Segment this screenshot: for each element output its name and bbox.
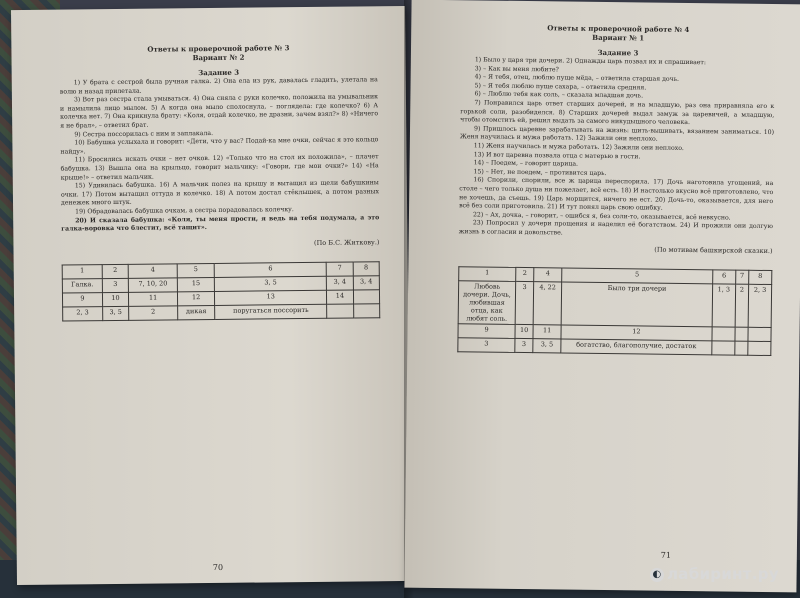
table-cell (712, 341, 735, 355)
table-cell: дикая (178, 305, 215, 319)
table-cell: 3, 5 (533, 339, 561, 353)
table-cell (735, 342, 748, 356)
table-cell (712, 327, 735, 341)
table-cell: 15 (177, 277, 214, 291)
table-cell: 8 (749, 271, 772, 285)
table-cell: 5 (177, 263, 214, 277)
table-cell: 12 (561, 325, 712, 341)
paragraph: 11) Бросились искать очки – нет очков. 12) «Только что на стол их положила», – плачет бабушка. 13) Вышла она на крыльцо, говорит мальчику: «Говори, где мои очки?» 14) «На крыше!» – ответил мальчик. (60, 153, 379, 182)
table-cell: 1 (62, 264, 102, 278)
page-number: 71 (660, 550, 672, 560)
table-cell (353, 289, 380, 303)
table-cell: поругаться поссорить (215, 304, 327, 319)
table-cell: 3 (458, 338, 515, 353)
table-cell: 7, 10, 20 (128, 278, 177, 293)
table-cell: 1, 3 (712, 284, 736, 327)
table-cell: Галка. (62, 278, 102, 292)
table-cell: 6 (214, 262, 326, 277)
table-cell (748, 328, 771, 342)
right-page (404, 0, 800, 592)
table-cell: 9 (458, 324, 515, 339)
paragraph: 1) У брата с сестрой была ручная галка. 2) Она ела из рук, давалась гладить, улетала на волю и назад прилетала. (59, 76, 378, 96)
left-page-task: Задание 3 (198, 67, 240, 78)
paragraph: 9) Пришлось царевне зарабатывать на жизнь: шить-вышивать, вязанием заниматься. 10) Женя научилась и мужа работать. 12) Зажили они неплохо. (459, 125, 775, 143)
paragraph: 23) Попросил у дочери прощения и наделил её богатством. 24) И прожили они долгую жизнь в согласии и довольстве. (458, 219, 773, 237)
paragraph: 14) – Поедем, – говорит царица. (473, 159, 579, 168)
paragraph: 15) Удивилась бабушка. 16) А мальчик полез на крышу и вытащил из щели бабушкины очки. 17) Потом вытащил оттуда и колечко. 18) А потом достал стёклышек, а потом разных денежек много штук. (60, 179, 379, 207)
table-row (63, 303, 380, 320)
left-page-title: Ответы к проверочной работе № 3 (147, 43, 290, 54)
right-page-source: (По мотивам башкирской сказки.) (654, 246, 773, 256)
left-page (11, 6, 411, 585)
table-cell: 3, 5 (214, 276, 326, 291)
paragraph: 9) Сестра поссорилась с ним и заплакала. (74, 129, 214, 138)
table-cell: 4 (534, 268, 562, 282)
table-cell: 3 (515, 339, 533, 353)
watermark-text: лабиринт.ру (667, 565, 779, 583)
table-cell: 6 (712, 270, 735, 284)
table-cell: 2 (735, 285, 749, 328)
table-cell: 3 (102, 278, 128, 292)
table-cell: 2, 3 (63, 306, 103, 320)
paragraph: 16) Спорили, спорили, все ж царица переспорила. 17) Дочь наготовила угощений, на столе – чего только душа ни пожелает, всё есть. 18) И настолько вкусно всё приготовлено, что не хочешь, да съешь. 19) Царь морщится, ничего не ест. 20) Дочь-то, оказывается, для него всё без соли приготовила. 21) И тут понял царь свою ошибку. (459, 176, 774, 212)
table-cell: 2 (102, 264, 128, 278)
table-cell: 3 (515, 282, 534, 325)
paragraph: 22) – Ах, дочка, – говорит, – ошибся я, без соли-то, оказывается, всё невкусно. (472, 211, 731, 222)
paragraph: 15) – Нет, не поедем, – противится царь. (473, 168, 607, 177)
table-cell: 3, 4 (353, 275, 380, 289)
paragraph: 7) Понравился царь ответ старших дочерей, и на младшую, раз она приравняла его к горькой соли, разобиделся. 8) Старших дочерей выдал замуж за царевичей, а младшую, чтобы отомстить ей, решил выдать за самого никудышного человека. (460, 99, 775, 127)
table-cell: Было три дочери (561, 282, 712, 327)
table-cell (327, 304, 353, 318)
right-page-content (457, 22, 775, 356)
table-cell: 1 (459, 267, 516, 282)
table-cell (353, 303, 380, 317)
table-cell: 10 (515, 325, 533, 339)
watermark-logo (650, 565, 779, 583)
table-cell (748, 342, 771, 356)
table-cell: 10 (102, 292, 128, 306)
table-cell: 8 (353, 261, 380, 275)
paragraph: 10) Бабушка услыхала и говорит: «Дети, что у вас? Подай-ка мне очки, сейчас я это кольцо найду». (60, 136, 379, 156)
left-page-content (59, 42, 380, 321)
paragraph: 5) – Я тебя люблю пуще сахара, – ответила средняя. (474, 82, 647, 92)
table-row (458, 338, 771, 356)
table-cell: 12 (177, 291, 214, 305)
table-cell: 13 (215, 290, 327, 305)
right-page-title: Ответы к проверочной работе № 4 (547, 23, 690, 35)
table-cell (735, 328, 748, 342)
table-cell: 3, 4 (327, 276, 353, 290)
table-cell: 2 (129, 306, 178, 321)
paragraph: 13) И вот царевна позвала отца с матерью в гости. (473, 150, 641, 160)
paragraph: 3) Вот раз сестра стала умываться. 4) Она сняла с руки колечко, положила на умывальник и намылила лицо мылом. 5) А когда она мыло сполоснула, – поглядела: где колечко? 6) А колечка нет. 7) Она крикнула брату: «Коля, отдай колечко, не дразни, зачем взял?» 8) «Ничего я не брал», – ответил брат. (60, 93, 379, 130)
table-cell: богатство, благополучие, достаток (561, 339, 712, 355)
right-page-variant: Вариант № 1 (592, 32, 645, 43)
paragraph: 11) Женя научилась и мужа работать. 12) Зажили они неплохо. (473, 142, 684, 152)
left-page-source: (По Б.С. Житкову.) (313, 237, 380, 247)
table-cell: 14 (327, 290, 353, 304)
table-cell: 11 (533, 325, 561, 339)
page-number: 70 (212, 562, 224, 572)
table-cell: 11 (129, 292, 178, 307)
left-page-variant: Вариант № 2 (192, 52, 245, 63)
right-page-task: Задание 3 (597, 47, 639, 58)
right-answer-table (457, 267, 772, 357)
paragraph: 19) Обрадовалась бабушка очкам, а сестра порадовалась колечку. (75, 206, 294, 216)
table-cell: Любовь дочери. Дочь, любившая отца, как любят соль. (458, 281, 516, 325)
table-cell: 4 (128, 264, 177, 279)
table-cell: 2, 3 (748, 285, 772, 328)
table-cell: 7 (326, 262, 352, 276)
table-cell: 2 (516, 268, 534, 282)
table-row (458, 281, 772, 328)
paragraph: 6) – Люблю тебя как соль, – сказала младшая дочь. (474, 90, 644, 100)
table-cell: 9 (62, 292, 102, 306)
labirint-logo-icon: ◐ (650, 568, 664, 582)
table-cell: 4, 22 (533, 282, 561, 325)
left-answer-table (62, 261, 381, 321)
paragraph: 4) – Я тебя, отец, люблю пуще мёда, – ответила старшая дочь. (474, 73, 680, 84)
table-cell: 3, 5 (102, 306, 128, 320)
table-cell: 5 (562, 268, 713, 284)
table-cell: 7 (735, 271, 748, 285)
bold-paragraph: 20) И сказала бабушка: «Коля, ты меня прости, я ведь на тебя подумала, а это галка-воровка что блестит, всё тащит». (61, 213, 380, 233)
paragraph: 1) Было у царя три дочери. 2) Однажды царь позвал их и спрашивает: (474, 56, 706, 67)
paragraph: 3) – Как вы меня любите? (474, 64, 559, 74)
